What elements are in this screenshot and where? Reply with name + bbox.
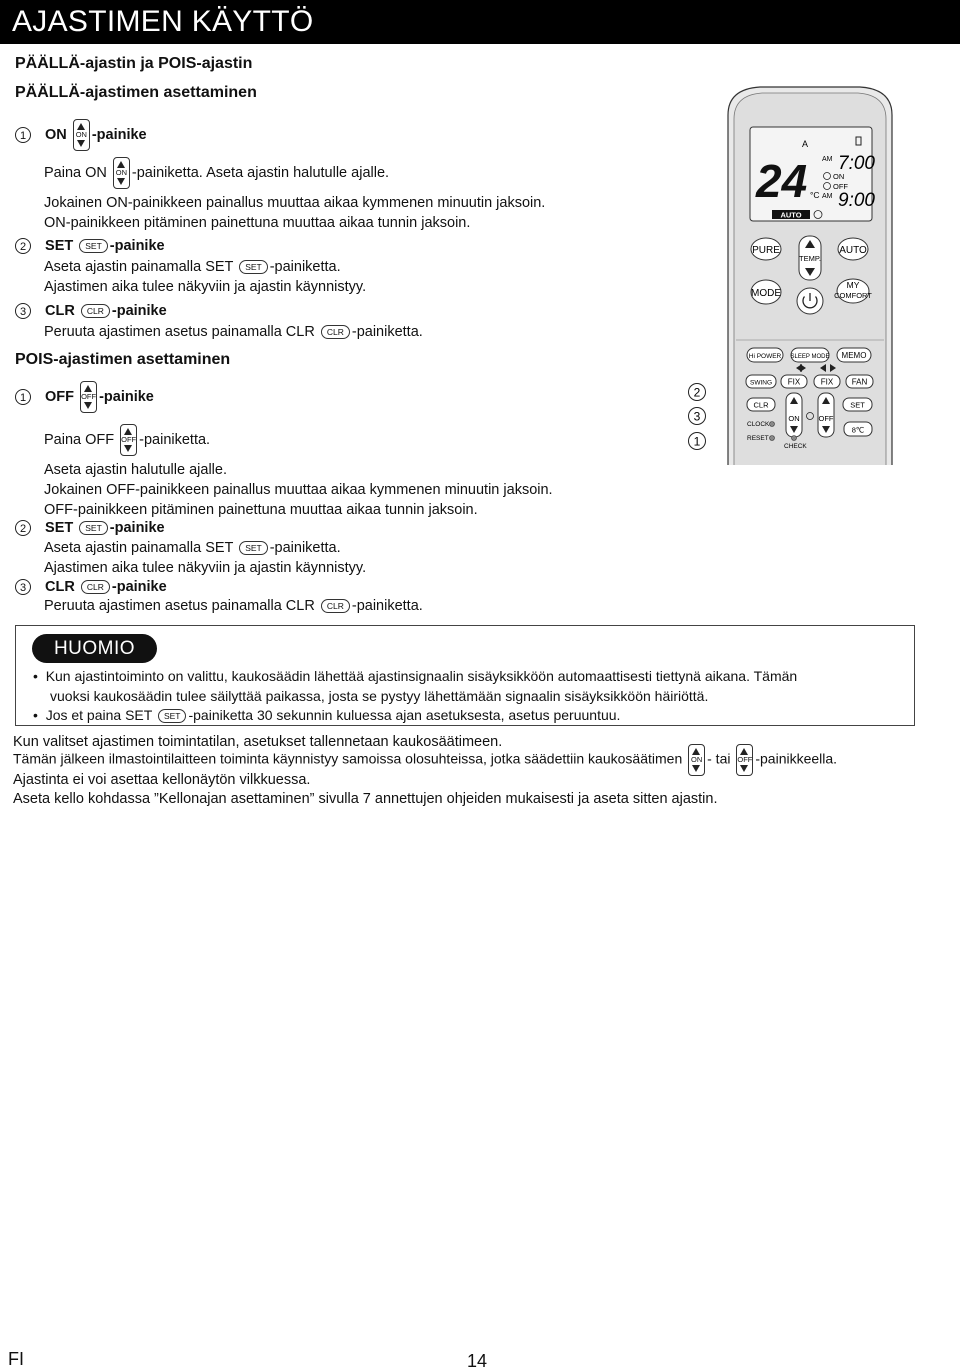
off-step2-line2: Ajastimen aika tulee näkyviin ja ajastin käynnistyy.: [44, 560, 367, 576]
on-button-icon: ON: [73, 119, 90, 151]
callout-label: 1: [693, 434, 701, 449]
svg-text:CHECK: CHECK: [784, 443, 807, 450]
after-line-2: Tämän jälkeen ilmastointilaitteen toiminta käynnistyy samoissa olosuhteissa, jotka säädettiin kaukosäätimen ON - tai OFF -painikkeella.: [13, 744, 837, 776]
step-title: ON: [45, 126, 67, 143]
note-bullet-1: • Kun ajastintoiminto on valittu, kaukosäädin lähettää ajastinsignaalin sisäyksikköön automaattisesti tiettynä aikana. Tämän: [33, 668, 798, 684]
svg-text:ON: ON: [833, 172, 845, 181]
on-step3-text: Peruuta ajastimen asetus painamalla CLR CLR -painiketta.: [44, 324, 423, 340]
svg-text:AM: AM: [822, 193, 833, 200]
set-button-icon: SET: [239, 260, 268, 274]
set-button-icon: SET: [239, 541, 268, 555]
after-line-1: Kun valitset ajastimen toimintatilan, asetukset tallennetaan kaukosäätimeen.: [13, 734, 503, 750]
svg-text:A: A: [802, 139, 809, 149]
off-step3-title: 3 CLR CLR -painike: [15, 579, 167, 595]
off-button-icon: OFF: [120, 424, 137, 456]
step-number: 3: [15, 303, 31, 319]
svg-text:OFF: OFF: [833, 182, 848, 191]
clock-pin: [770, 422, 775, 427]
svg-text:PURE: PURE: [752, 245, 780, 256]
svg-text:°C: °C: [810, 190, 820, 200]
language-code: FI: [8, 1349, 24, 1369]
off-step2-text: Aseta ajastin painamalla SET SET -painiketta.: [44, 540, 341, 556]
svg-text:FIX: FIX: [787, 377, 801, 387]
step-title-suffix: -painike: [91, 126, 147, 143]
svg-text:8℃: 8℃: [851, 425, 865, 435]
off-step1-line4: OFF-painikkeen pitäminen painettuna muuttaa aikaa tunnin jaksoin.: [44, 502, 478, 518]
set-button-icon: SET: [158, 709, 187, 723]
step-number: 2: [15, 520, 31, 536]
reset-pin: [770, 436, 775, 441]
svg-text:CLOCK: CLOCK: [747, 421, 770, 428]
off-time-readout: 9:00: [838, 190, 875, 211]
svg-text:OFF: OFF: [818, 414, 834, 423]
callout-label: 3: [693, 409, 701, 424]
svg-text:COMFORT: COMFORT: [834, 291, 872, 300]
off-step1-text: Paina OFF OFF -painiketta.: [44, 424, 210, 456]
off-step2-title: 2 SET SET -painike: [15, 520, 165, 536]
svg-text:TEMP.: TEMP.: [799, 254, 821, 263]
off-step3-text: Peruuta ajastimen asetus painamalla CLR CLR -painiketta.: [44, 598, 423, 614]
step-number: 1: [15, 389, 31, 405]
on-step3-title: 3 CLR CLR -painike: [15, 303, 167, 319]
off-button-icon: OFF: [80, 381, 97, 413]
off-step1-line2: Aseta ajastin halutulle ajalle.: [44, 462, 227, 478]
temperature-readout: 24: [756, 155, 808, 207]
clr-button-icon: CLR: [321, 325, 350, 339]
step-number: 2: [15, 238, 31, 254]
svg-text:FAN: FAN: [851, 377, 868, 387]
check-pin: [792, 436, 797, 441]
after-line-3: Ajastinta ei voi asettaa kellonäytön vilkkuessa.: [13, 772, 311, 788]
on-button-icon: ON: [113, 157, 130, 189]
svg-text:ON: ON: [788, 414, 800, 423]
svg-text:SWING: SWING: [749, 379, 773, 387]
page-number: 14: [467, 1351, 488, 1371]
svg-text:AUTO: AUTO: [780, 210, 802, 220]
page-title: AJASTIMEN KÄYTTÖ: [0, 0, 960, 44]
on-time-readout: 7:00: [838, 153, 875, 174]
set-button-icon: SET: [79, 239, 108, 253]
after-line-4: Aseta kello kohdassa ”Kellonajan asettaminen” sivulla 7 annettujen ohjeiden mukaisesti ja aseta sitten ajastin.: [13, 791, 718, 807]
svg-text:MY: MY: [846, 280, 860, 290]
section-heading: PÄÄLLÄ-ajastin ja POIS-ajastin: [15, 55, 253, 72]
svg-text:SET: SET: [850, 400, 865, 410]
svg-text:CLR: CLR: [753, 400, 769, 410]
note-bullet-1-cont: vuoksi kaukosäädin tulee säilyttää paikassa, josta se pystyy lähettämään signaalin sisäyksikköön häiriöttä.: [50, 688, 709, 704]
on-step1-line2: Jokainen ON-painikkeen painallus muuttaa aikaa kymmenen minuutin jaksoin.: [44, 195, 546, 211]
svg-text:RESET: RESET: [747, 435, 769, 442]
remote-control-illustration: [680, 85, 920, 465]
clr-button-icon: CLR: [81, 304, 110, 318]
svg-text:AM: AM: [822, 156, 833, 163]
on-step2-title: 2 SET SET -painike: [15, 238, 165, 254]
on-step2-text: Aseta ajastin painamalla SET SET -painiketta.: [44, 259, 341, 275]
on-step2-line2: Ajastimen aika tulee näkyviin ja ajastin käynnistyy.: [44, 279, 367, 295]
svg-text:MEMO: MEMO: [841, 351, 867, 360]
svg-text:FIX: FIX: [820, 377, 834, 387]
note-bullet-2: • Jos et paina SET SET -painiketta 30 sekunnin kuluessa ajan asetuksesta, asetus peruuntuu.: [33, 707, 621, 723]
set-button-icon: SET: [79, 521, 108, 535]
step-number: 3: [15, 579, 31, 595]
off-step1-title: 1 OFF OFF -painike: [15, 381, 154, 413]
svg-text:MODE: MODE: [751, 288, 781, 299]
subsection-heading-off: POIS-ajastimen asettaminen: [15, 351, 231, 368]
svg-text:AUTO: AUTO: [839, 245, 867, 256]
off-step1-line3: Jokainen OFF-painikkeen painallus muuttaa aikaa kymmenen minuutin jaksoin.: [44, 482, 553, 498]
off-button-icon: OFF: [736, 744, 753, 776]
on-step1-line3: ON-painikkeen pitäminen painettuna muuttaa aikaa tunnin jaksoin.: [44, 215, 471, 231]
on-button-icon: ON: [688, 744, 705, 776]
svg-text:Hi POWER: Hi POWER: [748, 353, 782, 360]
subsection-heading-on: PÄÄLLÄ-ajastimen asettaminen: [15, 84, 257, 101]
on-step1-title: [15, 119, 147, 151]
step-number: 1: [15, 127, 31, 143]
clr-button-icon: CLR: [81, 580, 110, 594]
svg-text:SLEEP MODE: SLEEP MODE: [790, 354, 830, 360]
on-step1-text: Paina ON ON -painiketta. Aseta ajastin halutulle ajalle.: [44, 157, 389, 189]
note-badge: HUOMIO: [32, 634, 157, 663]
clr-button-icon: CLR: [321, 599, 350, 613]
callout-label: 2: [693, 385, 701, 400]
